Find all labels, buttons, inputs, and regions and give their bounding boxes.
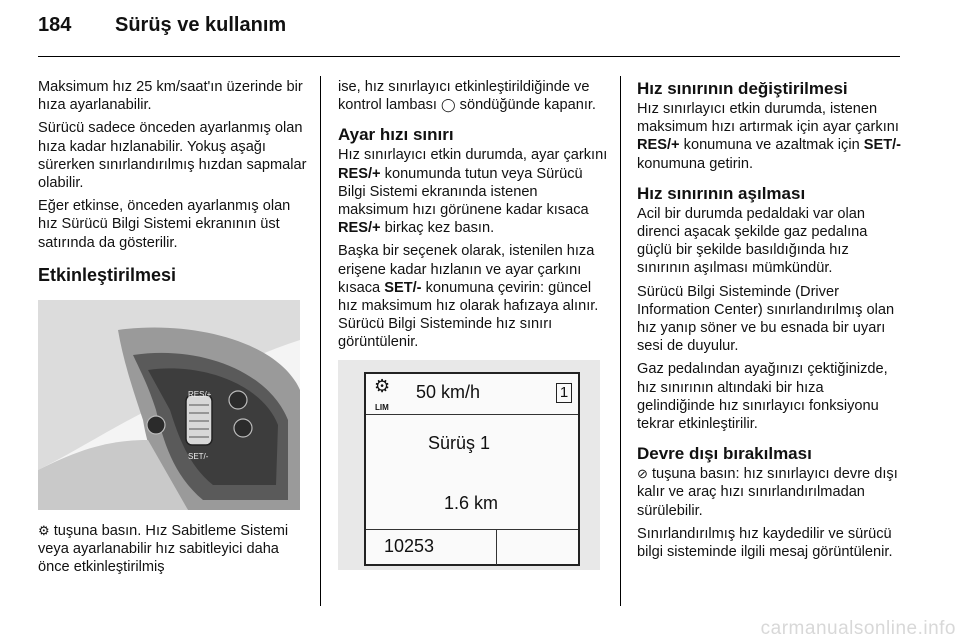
res-term: RES/+ [338,220,381,237]
res-label: RES/+ [188,389,212,399]
trip-distance: 1.6 km [444,492,499,513]
section-heading: Etkinleştirilmesi [38,264,177,285]
trip-label: Sürüş 1 [428,432,491,453]
section-heading: Ayar hızı sınırı [338,125,454,145]
paragraph-text: Başka bir seçenek olarak, istenilen hıza erişene kadar hızlanın ve ayar çarkını kısaca [338,243,595,296]
column-1 [38,78,308,581]
column-divider-1 [320,76,321,606]
paragraph: Sürücü sadece önceden ayarlanmış olan hıza kadar hızlanabilir. Yokuş aşağı sürerken sınırlandırılmış hızdan sapmalar olabilir. [38,120,307,192]
column-divider-2 [620,76,621,606]
control-lamp-icon: ◯ [441,97,456,113]
paragraph-text: konumunda tutun veya Sürücü Bilgi Sistemi ekranında istenen maksimum hızı görünene kadar kısaca [338,165,589,219]
paragraph: Sürücü Bilgi Sisteminde (Driver Information Center) sınırlandırılmış olan hız yanıp söner ve bu esnada bir uyarı sesi de duyulur. [637,283,895,355]
display-bottom-divider [496,530,497,565]
paragraph-text: söndüğünde kapanır. [459,97,596,114]
display-top-row [366,374,578,415]
limit-label: LIM [375,402,389,412]
driver-info-display-illustration [338,360,600,570]
watermark: carmanualsonline.info [760,618,956,639]
set-term: SET/- [384,279,422,296]
speed-limit-value: 50 km/h [416,381,481,402]
paragraph-text: tuşuna basın: hız sınırlayıcı devre dışı kalır ve araç hızı sınırlandırılmadan sürülebilir. [637,466,898,519]
paragraph: Eğer etkinse, önceden ayarlanmış olan hız Sürücü Bilgi Sistemi ekranının üst satırında da gösterilir. [38,198,291,251]
display-bottom-row [366,529,578,565]
res-term: RES/+ [338,165,381,182]
steering-wheel-svg [38,300,300,510]
column-2 [338,78,608,570]
display-screen [364,372,580,566]
column-3 [637,78,905,566]
set-term: SET/- [863,137,902,154]
paragraph [637,100,905,173]
paragraph-text: birkaç kez basın. [384,220,495,237]
paragraph: Acil bir durumda pedaldaki var olan direnci aşacak şekilde gaz pedalına güçlü bir şekilde basıldığında hız sınırının aşılması mümkündür. [637,205,868,277]
section-heading: Devre dışı bırakılması [637,444,812,464]
page-header [38,14,286,37]
paragraph-text: Hız sınırlayıcı etkin durumda, istenen maksimum hızı artırmak için ayar çarkını [637,101,899,136]
section-heading: Hız sınırının değiştirilmesi [637,79,848,98]
section-title: Sürüş ve kullanım [115,14,287,36]
paragraph: Sınırlandırılmış hız kaydedilir ve sürücü bilgi sisteminde ilgili mesaj görüntülenir. [637,525,893,561]
paragraph: Gaz pedalından ayağınızı çektiğinizde, hız sınırının altındaki bir hıza gelindiğinde hız sınırlayıcı fonksiyonu tekrar etkinleştirilir. [637,361,888,433]
paragraph-text: Hız sınırlayıcı etkin durumda, ayar çarkını [338,147,608,164]
paragraph-text: konumuna çevirin: güncel hız maksimum hız olarak hafızaya alınır. Sürücü Bilgi Sisteminde hız sınırı görüntülenir. [338,279,599,351]
section-heading: Hız sınırının aşılması [637,183,806,203]
page-number: 184 [38,14,72,36]
paragraph-text: konumuna getirin. [637,155,754,172]
header-rule [38,56,900,57]
display-badge: 1 [556,383,572,403]
paragraph [338,242,608,351]
speed-limiter-icon: ⚙ [38,522,50,538]
paragraph [637,465,905,520]
paragraph: Maksimum hız 25 km/saat'ın üzerinde bir hıza ayarlanabilir. [38,79,303,114]
paragraph-text: ise, hız sınırlayıcı etkinleştirildiğinde ve kontrol lambası [338,79,590,114]
paragraph-text: konumuna ve azaltmak için [683,137,860,154]
limiter-off-icon: ⊘ [637,466,648,482]
speed-limiter-icon: ⚙ [374,375,391,396]
paragraph [338,78,608,114]
odometer-value: 10253 [384,535,435,556]
steering-wheel-illustration [38,300,300,510]
res-term: RES/+ [637,137,680,154]
set-label: SET/- [188,451,209,461]
paragraph [38,522,308,577]
paragraph [338,146,608,237]
paragraph-text: tuşuna basın. Hız Sabitleme Sistemi veya ayarlanabilir hız sabitleyici daha önce etkinleştirilmiş [38,522,289,576]
